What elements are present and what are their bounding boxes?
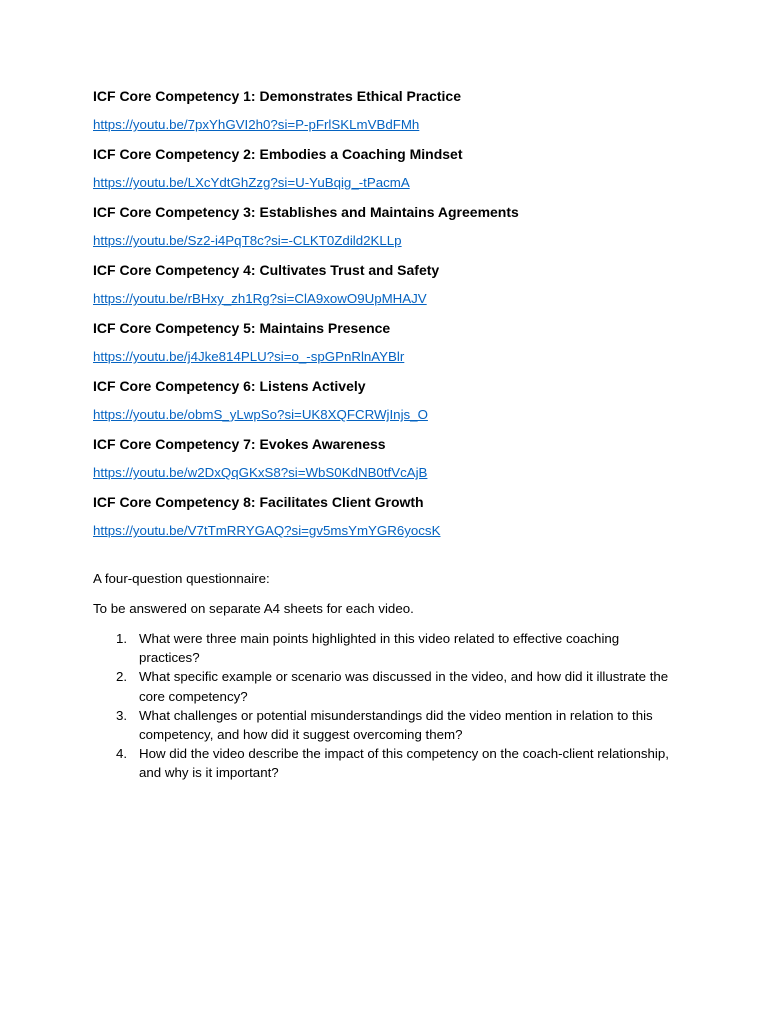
video-link[interactable]: https://youtu.be/Sz2-i4PqT8c?si=-CLKT0Zdild2KLLp bbox=[93, 233, 402, 248]
video-link[interactable]: https://youtu.be/V7tTmRRYGAQ?si=gv5msYmYGR6yocsK bbox=[93, 523, 441, 538]
competency-title: ICF Core Competency 4: Cultivates Trust and Safety bbox=[93, 262, 440, 278]
competency-title: ICF Core Competency 5: Maintains Presence bbox=[93, 320, 391, 336]
competency-item bbox=[93, 202, 683, 251]
questionnaire-intro: A four-question questionnaire: bbox=[93, 571, 270, 586]
question-number: 3. bbox=[116, 707, 128, 723]
competency-item bbox=[93, 434, 683, 483]
video-link[interactable]: https://youtu.be/obmS_yLwpSo?si=UK8XQFCRWjInjs_O bbox=[93, 407, 428, 422]
question-item bbox=[93, 667, 683, 705]
competency-title: ICF Core Competency 3: Establishes and Maintains Agreements bbox=[93, 204, 519, 220]
question-list bbox=[93, 629, 683, 783]
video-link[interactable]: https://youtu.be/LXcYdtGhZzg?si=U-YuBqig_-tPacmA bbox=[93, 175, 410, 190]
question-text: What challenges or potential misunderstandings did the video mention in relation to this competency, and how did it suggest overcoming them? bbox=[139, 707, 653, 743]
competency-item bbox=[93, 376, 683, 425]
video-link[interactable]: https://youtu.be/rBHxy_zh1Rg?si=ClA9xowO9UpMHAJV bbox=[93, 291, 427, 306]
question-item bbox=[93, 744, 683, 782]
competency-item bbox=[93, 318, 683, 367]
question-number: 1. bbox=[116, 631, 128, 646]
questionnaire bbox=[93, 569, 683, 783]
video-link[interactable]: https://youtu.be/w2DxQqGKxS8?si=WbS0KdNB0tfVcAjB bbox=[93, 465, 428, 480]
competency-item bbox=[93, 86, 683, 135]
question-item bbox=[93, 706, 683, 744]
section-spacer bbox=[93, 550, 683, 569]
questionnaire-instruction: To be answered on separate A4 sheets for each video. bbox=[93, 601, 414, 616]
question-number: 2. bbox=[116, 669, 128, 685]
competency-title: ICF Core Competency 2: Embodies a Coaching Mindset bbox=[93, 146, 463, 162]
competency-title: ICF Core Competency 1: Demonstrates Ethical Practice bbox=[93, 88, 462, 104]
competency-item bbox=[93, 260, 683, 309]
competency-title: ICF Core Competency 8: Facilitates Client Growth bbox=[93, 494, 424, 510]
video-link[interactable]: https://youtu.be/7pxYhGVI2h0?si=P-pFrlSKLmVBdFMh bbox=[93, 117, 420, 132]
question-text: What were three main points highlighted in this video related to effective coaching practices? bbox=[139, 631, 620, 666]
question-text: How did the video describe the impact of this competency on the coach-client relationship, and why is it important? bbox=[139, 746, 669, 781]
document-page bbox=[93, 86, 683, 783]
question-number: 4. bbox=[116, 746, 128, 762]
competency-item bbox=[93, 144, 683, 193]
question-text: What specific example or scenario was discussed in the video, and how did it illustrate the core competency? bbox=[139, 669, 669, 704]
competency-title: ICF Core Competency 7: Evokes Awareness bbox=[93, 436, 386, 452]
competency-title: ICF Core Competency 6: Listens Actively bbox=[93, 378, 366, 394]
competency-item bbox=[93, 492, 683, 541]
competency-list bbox=[93, 86, 683, 541]
question-item bbox=[93, 629, 683, 667]
video-link[interactable]: https://youtu.be/j4Jke814PLU?si=o_-spGPnRlnAYBlr bbox=[93, 349, 405, 364]
